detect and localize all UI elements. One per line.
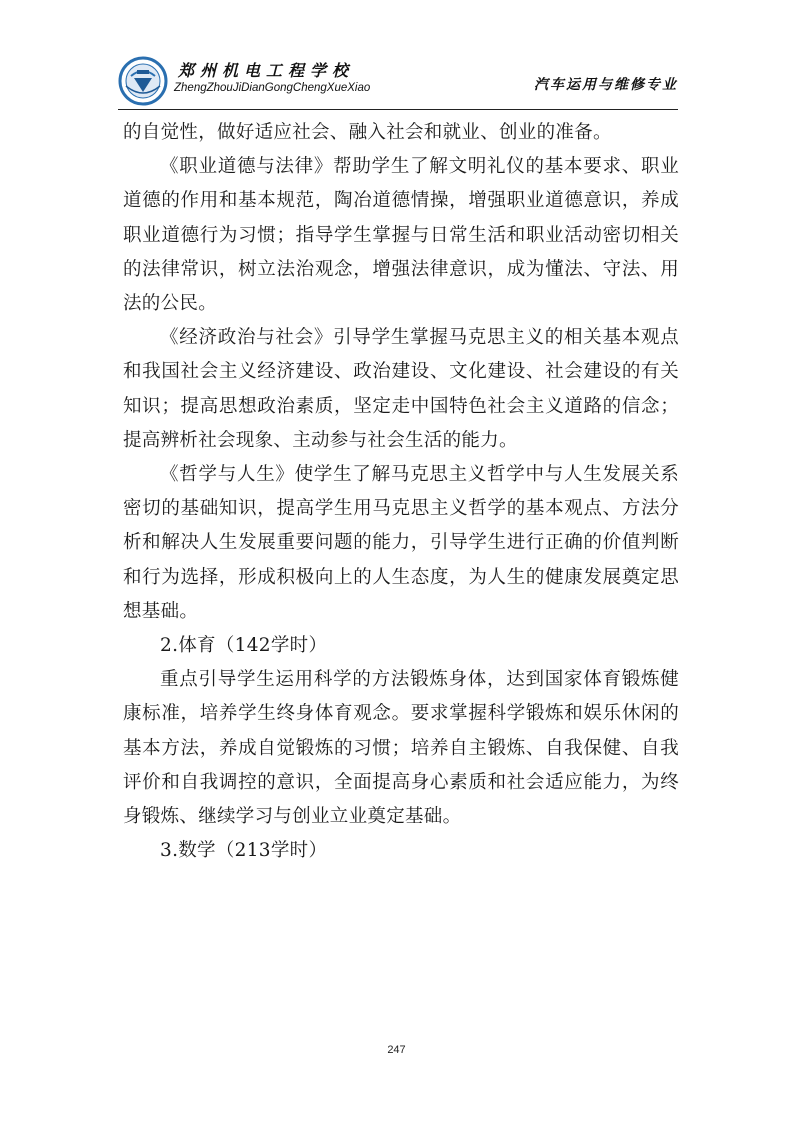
page-header (118, 52, 678, 112)
school-name-en: ZhengZhouJiDianGongChengXueXiao (174, 82, 371, 94)
paragraph-philosophy-life: 《哲学与人生》使学生了解马克思主义哲学中与人生发展关系密切的基础知识，提高学生用马克思主义哲学的基本观点、方法分析和解决人生发展重要问题的能力，引导学生进行正确的价值判断和行为选择，形成积极向上的人生态度，为人生的健康发展奠定思想基础。 (123, 464, 679, 622)
paragraph-economics-politics-society: 《经济政治与社会》引导学生掌握马克思主义的相关基本观点和我国社会主义经济建设、政治建设、文化建设、社会建设的有关知识；提高思想政治素质，坚定走中国特色社会主义道路的信念；提高辨析社会现象、主动参与社会生活的能力。 (123, 327, 679, 451)
page-number: 247 (387, 1044, 406, 1056)
section-heading-math: 3.数学（213学时） (160, 840, 328, 862)
paragraph-continuation: 的自觉性，做好适应社会、融入社会和就业、创业的准备。 (123, 122, 612, 143)
school-name-cn: 郑州机电工程学校 (178, 61, 355, 80)
major-title: 汽车运用与维修专业 (534, 77, 678, 93)
section-heading-pe: 2.体育（142学时） (160, 635, 328, 657)
header-divider (118, 109, 678, 110)
paragraph-pe: 重点引导学生运用科学的方法锻炼身体，达到国家体育锻炼健康标准，培养学生终身体育观念。要求掌握科学锻炼和娱乐休闲的基本方法，养成自觉锻炼的习惯；培养自主锻炼、自我保健、自我评价和自我调控的意识，全面提高身心素质和社会适应能力，为终身锻炼、继续学习与创业立业奠定基础。 (123, 669, 679, 828)
paragraph-professional-ethics-law: 《职业道德与法律》帮助学生了解文明礼仪的基本要求、职业道德的作用和基本规范，陶冶道德情操，增强职业道德意识，养成职业道德行为习惯；指导学生掌握与日常生活和职业活动密切相关的法律常识，树立法治观念，增强法律意识，成为懂法、守法、用法的公民。 (123, 156, 679, 315)
school-emblem-icon (118, 56, 168, 106)
document-body (123, 116, 679, 868)
